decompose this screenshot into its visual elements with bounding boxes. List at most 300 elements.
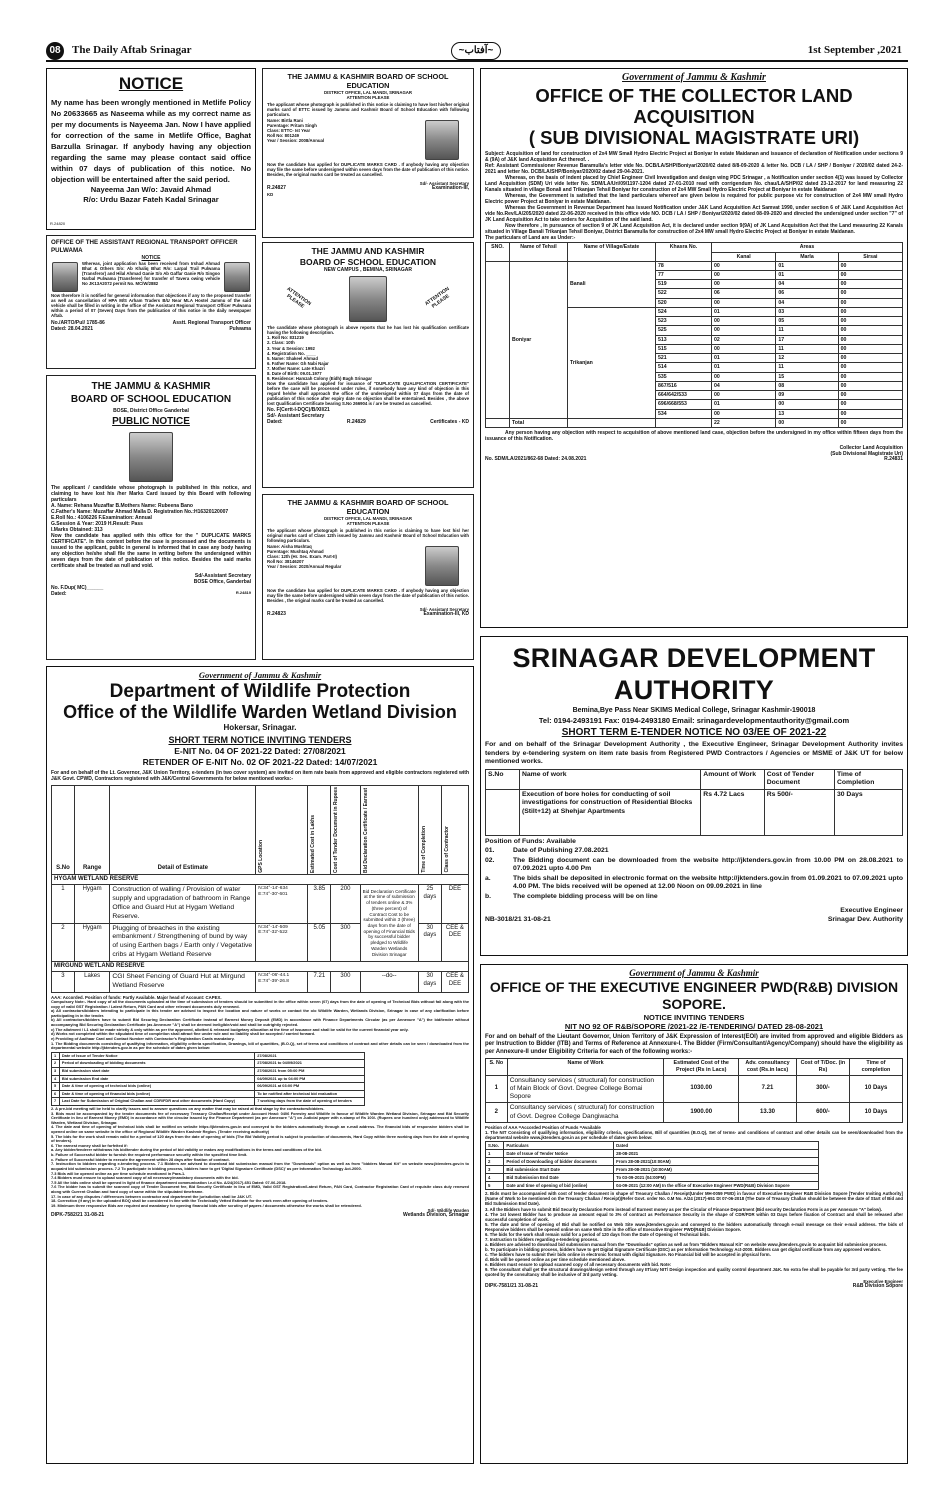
field-line: Class: ETTC- Ist Year <box>267 127 311 133</box>
wild-col-header <box>256 785 308 874</box>
bose2-no: No. F(Certt-I-DQC)/B/XII/21 <box>267 407 330 414</box>
area-cell: 00 <box>712 280 776 289</box>
khasra-cell: 664/642/533 <box>656 391 712 400</box>
area-cell: 04 <box>712 381 776 390</box>
area-cell: 00 <box>838 335 902 344</box>
wild-cell: CEE & DEE <box>441 923 468 961</box>
pwd-cell: 10 Days <box>849 1103 902 1122</box>
field-line: 6. Father Name: Gh Nabi Najar <box>267 360 329 366</box>
tehsil-cell: Boniyar <box>510 261 568 418</box>
pwd-note: 4. The 1st lowest Bidder has to produce an amount equal to 3% of contract as Performance Security in the shape of CDR/FDR within 03 Days before fixation of Contract and shall be released after successful completion of work. <box>485 1211 903 1222</box>
total-value: 22 <box>712 418 776 427</box>
pwd-note: d. Bids will be opened online as per time schedule mentioned above. <box>485 1257 626 1263</box>
area-cell: 00 <box>838 298 902 307</box>
sda-item <box>485 875 903 892</box>
area-cell: 03 <box>776 307 838 316</box>
field-line: Name: Aisha Mushtaq <box>267 543 312 549</box>
cla-p2: Whereas, the Government is satisfied that the land particulars whereof are given below is required for public purpose viz for construction of 2x4 MW small Hydro Electric power Project at Boniyar in estate Maidanan. <box>485 193 903 206</box>
cla-p1: Whereas, on the basis of indent placed by Chief Engineer Civil Investigation and design wing PDC Srinagar , a Notification under section 4(1) was issued by Collector Land Acquisition (SDM) Uri vide letter No. SDM/LA/Uri/09/1197-1204 dated 27-01-2010 read with corrigendum No. chau/LA/SHP/02 dated 23-12-2017 for land measuring 22 Kanals situated in village Bonali and Trikanjan Tehsil Boniyar for construction of 2x4 MW Small Hydro Electric Project at Boniyar in estate Maidanan <box>485 175 903 194</box>
field-line: G.Session & Year: 2019 H.Result: Pass <box>51 520 143 527</box>
wild-cell: 2 <box>52 923 75 961</box>
area-cell: 09 <box>776 391 838 400</box>
notice-address: R/o: Urdu Bazar Fateh Kadal Srinagar <box>83 194 219 204</box>
sda-work-name: Execution of bore holes for conducting of soil investigations for construction of Residential Blocks (Stilt+12) at Shehjar Apartments <box>519 789 700 835</box>
wild-sched-cell: Date & time of opening of technical bids (online) <box>59 1083 254 1091</box>
pwd-cell: 10 Days <box>849 1075 902 1103</box>
notice-title: NOTICE <box>118 74 184 93</box>
pwd-cell: 7.21 <box>739 1075 797 1103</box>
wild-sched-cell: 7 <box>52 1098 60 1106</box>
sda-cell <box>486 789 520 835</box>
th-tehsil: Name of Tehsil <box>510 243 568 261</box>
pwd-note: 5. The date and time of opening of Bid shall be notified on Web Site www.jktenders.gov.in and conveyed to the bidders automatically through e-mail message on their e-mail address. The bids of Responsive bidders shall be opened online on same Web Site in the office of Executive Engineer PWD(R&B) Division Sopore. <box>485 1221 903 1232</box>
wild-col-text: Class of Contractor <box>443 826 450 873</box>
khasra-cell: 515 <box>656 344 712 353</box>
wild-col-header <box>441 785 468 874</box>
pwd-work-name: Consultancy services ( structural) for construction of Main Block of Govt. Degree College Bomai Sopore <box>507 1075 664 1103</box>
pwd-sched-cell: Dated <box>614 1141 819 1149</box>
wild-sched-cell: Date of Issue of Tender Notice <box>59 1052 254 1060</box>
field-line: 8. Date of Birth: 09.01.1977 <box>267 370 322 376</box>
village-cell: Trikanjan <box>568 307 656 418</box>
bose-g-body2: Now the candidate has applied with this office for the " DUPLICATE MARKS CERTIFICATE". In this context before the case is processed and the documents is issued to the applicant, public in general is informed that in case any body having any objection he/she shall file the same in writing before the undersigned within seven days from the date of publication of this notice. Besides the said marks certificate shall be treated as null and void. <box>51 532 251 569</box>
pwd-tender-notice <box>480 964 908 1464</box>
area-cell: 01 <box>712 354 776 363</box>
field-line: A. Name: Rehana Muzaffar B.Mothers Name: Rubeena Bano <box>51 502 193 509</box>
area-cell: 00 <box>838 280 902 289</box>
wild-note: 7. Instruction to bidders regarding e-tendering process. 7.1 Bidders are advised to download bid submission manual from the "Downloads" option as well as from "bidders Manual Kit" on website www.jktenders.gov.in to acquaint bid submission process. 7.2 To participate in bidding process, bidders have to get 'Digital Signature Certificate (DSC)' as per Information Technology Act-2000. <box>51 1161 469 1171</box>
wild-sched-cell: 7 working days from the date of opening of tenders <box>255 1098 364 1106</box>
area-cell: 00 <box>838 381 902 390</box>
bose-g-sig2: BOSE Office, Ganderbal <box>193 578 251 585</box>
wild-no: DIPK-7582/21 31-08-21 <box>51 1212 105 1219</box>
khasra-cell: 513 <box>656 335 712 344</box>
area-cell: 17 <box>776 335 838 344</box>
wild-cell: 30 days <box>418 972 441 993</box>
pwd-sched-cell: 4 <box>486 1174 504 1182</box>
area-cell: 00 <box>712 326 776 335</box>
th-village: Name of Village/Estate <box>568 243 656 261</box>
khasra-cell: 534 <box>656 409 712 418</box>
sda-nit: SHORT TERM E-TENDER NOTICE NO 03/EE OF 2021-22 <box>561 726 827 738</box>
field-line: 2. Class: 10th <box>267 340 295 346</box>
sda-item-text: Date of Publishing 27.08.2021 <box>513 847 609 855</box>
wild-col-header <box>360 785 418 874</box>
cla-p3: Whereas the Government in Revenue Department has issued Notification under J&K Land Acquisition Act Samvat 1990, under section 6 of J&K Land Acquisition Act vide No.Rev/LA/205/2020 dated 22-06-2020 received in this office vide NO. DCB / LA / SHP / Boniyar/2020/02 dated 08-09-2020 and directed the undersigned under section "7" of JK Land Acquisition Act to take orders for Acquisition of the said land. <box>485 205 903 224</box>
wild-sched-cell: Last Date for Submission of Original Challan and CDR/FDR and other documents (Hard Copy) <box>59 1098 254 1106</box>
attention-stamp-left: ATTENTION PLEASE <box>285 286 313 310</box>
area-cell: 00 <box>712 372 776 381</box>
wild-sched-cell: 1 <box>52 1052 60 1060</box>
bose2-sig2: Certificates - KD <box>430 419 469 426</box>
sda-cell: Rs 500/- <box>764 789 834 835</box>
sda-intro: For and on behalf of the Srinagar Development Authority , the Executive Engineer, Srinagar Development Authority invites tenders by e-tendering system on item rate basis from Registered PWD Contractors / Agencies or MSME of J&K UT for below mentioned works. <box>485 741 903 766</box>
cla-foot: Any person having any objection with respect to acquisition of above mentioned land case, objection before the undersigned in my office within fifteen days from the issuance of this Notification. <box>485 429 903 442</box>
th-kanal: Kanal <box>712 252 776 261</box>
field-line: Year / Session: 2020/Annual Regular <box>267 563 342 569</box>
pwd-sched-cell: 28-08-2021 <box>614 1150 819 1158</box>
pwd-sched-cell: Bid Submission End Date <box>504 1174 614 1182</box>
th-marla: Marla <box>776 252 838 261</box>
pwd-note: a. Bidders are advised to download bid submission manual from the "Downloads" option as well as from "Bidders Manual Kit" on website www.jktenders.gov.in to acquaint bid submission process. <box>485 1241 888 1247</box>
sda-address: Bemina,Bye Pass Near SKIMS Medical College, Srinagar Kashmir-190018 <box>572 706 816 714</box>
wild-sched-cell: 06/09/2021 at 03:00 PM <box>255 1083 364 1091</box>
wild-intro: For and on behalf of the Lt. Governor, J&K Union Territory, e-tenders (in two cover system) are invited on item rate basis from approved and eligible contractors registered with J&K Govt. CPWD, Contractors registered with J&K/Central Governments for below mentioned works:- <box>51 769 469 782</box>
total-value: 00 <box>838 418 902 427</box>
pwd-sched-row <box>486 1141 819 1149</box>
bose1-title: THE JAMMU & KASHMIR BOARD OF SCHOOL EDUCATION <box>287 72 449 91</box>
wild-note: 18. Correction (if any) in the uploaded BOQ shall be considered in line with the Technically Vetted Estimate for the work even after opening of tenders. <box>51 1198 329 1204</box>
pwd-sched-cell: 1 <box>486 1150 504 1158</box>
pwd-sched-cell: S.No. <box>486 1141 504 1149</box>
wild-schedule <box>51 1052 365 1106</box>
bose3-ref: R.24823 <box>267 610 286 617</box>
bose1-attention: ATTENTION PLEASE <box>346 95 390 101</box>
sda-sig2: Srinagar Dev. Authority <box>827 915 903 923</box>
wild-cell: Hygam <box>74 923 109 961</box>
pwd-cell: 1030.00 <box>664 1075 739 1103</box>
bose1-kd: KD <box>267 191 274 197</box>
bose2-fields <box>267 335 469 381</box>
area-cell: 15 <box>776 372 838 381</box>
cla-title1: OFFICE OF THE COLLECTOR LAND ACQUISITION <box>535 84 853 127</box>
sda-item-key: 01. <box>485 847 495 855</box>
work-detail: Plugging of breaches in the existing embankment / Strengthening of bund by way of using Earthen bags / Earth only / Vegetative cribs at Hygam Wetland Reserve <box>110 923 256 961</box>
pwd-title: OFFICE OF THE EXECUTIVE ENGINEER PWD(R&B) DIVISION SOPORE. <box>489 979 899 1013</box>
wild-sched-cell: Period of downloading of bidding documents <box>59 1060 254 1068</box>
wild-col-text: Cost of Tender Document in Rupees <box>333 786 340 873</box>
sda-item <box>485 893 903 901</box>
bose3-sig: Sd/- Assistant Secretary <box>419 606 469 612</box>
cla-p4: Now therefore , in pursuance of section 9 of JK Land Acquisition Act, it is declared under section 9(9A) of JK Land Acquisition Act that the Land measuring 22 Kanals situated in Village Banali Trikanjan Tehsil Boniyar, District Baramulla for construction of 2x4 MW small Hydro Electric Project at Boniyar in estate Maidanan. <box>485 223 903 236</box>
field-line: 4. Registration No. ____ <box>267 350 316 356</box>
bose-class12-notice <box>262 494 474 660</box>
bose-g-ref: R.24819 <box>235 589 251 595</box>
pwd-sched-cell: To 03-09-2021 (04:00PM) <box>614 1174 819 1182</box>
rto-date: Dated: 28.04.2021 <box>51 325 93 332</box>
page-header <box>46 42 908 62</box>
area-cell: 01 <box>712 363 776 372</box>
wild-sched-row <box>52 1060 365 1068</box>
bose3-office: DISTRICT OFFICE, LAL MANDI, SRINAGAR <box>323 516 412 522</box>
village-cell: Banali <box>568 261 656 307</box>
wild-cell: N:34°-14'-509 E:74°-32'-522 <box>256 923 308 961</box>
bose2-dated: Dated: <box>267 419 283 426</box>
area-cell: 08 <box>776 381 838 390</box>
field-line: Name: Birtla Rani <box>267 117 303 123</box>
pwd-note: c. The bidders have to submit their bids online in electronic format with digital Signature. No Financial bid will be accepted in physical form. <box>485 1252 771 1258</box>
khasra-cell: 519 <box>656 280 712 289</box>
th-sirsai: Sirsai <box>838 252 902 261</box>
rto-body1: Whereas, joint application has been received from Irshad Ahmad Bhat & Others S/o: Ab Khaliq Bhat R/o: Larpal Trail Pulwama (Transferor) and Hilal Ahmad Ganie S/o Ab Gaffar Ganie R/o Singoo Narbal Pulwama (Transferee) for transfer of Tavera owing vehicle No JK13A2072 permit No. MC/W/2882 <box>82 260 220 286</box>
wild-cell: DEE <box>441 885 468 923</box>
bose2-title1: THE JAMMU AND KASHMIR <box>311 246 425 256</box>
th-sno: SNO. <box>486 243 510 261</box>
wild-cell: 7.21 <box>308 972 331 993</box>
wild-sig2: Wetlands Division, Srinagar <box>402 1212 469 1219</box>
pwd-row <box>486 1103 903 1122</box>
field-line: Roll No: 38146207 <box>267 558 304 564</box>
bose3-attention: ATTENTION PLEASE <box>346 521 390 527</box>
pwd-sched-cell: Date of Issue of Tender Notice <box>504 1150 614 1158</box>
pwd-sched-row <box>486 1182 819 1190</box>
wild-cell: 5.05 <box>308 923 331 961</box>
wild-gov: Government of Jammu & Kashmir <box>198 670 322 680</box>
wild-col-header <box>418 785 441 874</box>
wild-sched-row <box>52 1098 365 1106</box>
sda-col-header: Time of Completion <box>834 769 902 789</box>
pwd-col-header: Time of completion <box>849 1059 902 1076</box>
pwd-note: 7. Instruction to bidders regarding e-tendering process. <box>485 1236 599 1242</box>
pwd-sched-cell: 04-09-2021 (12:00 AM) In the office of Executive Engineer PWD(R&B) Division Sopore <box>614 1182 819 1190</box>
pwd-sched-cell: Period of Downloading of bidder documents <box>504 1158 614 1166</box>
khasra-cell: 867/516 <box>656 381 712 390</box>
cla-gov: Government of Jammu & Kashmir <box>622 72 766 83</box>
pwd-intro: For and on behalf of the Lieutant Governor, Union Territory of J&K Expression of Interest(EOI) are invited from approved and eligible Bidders as per Instruction to Bidder (ITB) and Terms of Reference at Annexure-I. The Bidder (Firm/Consultant/Agency/Company) should have the eligibility as per Annexure-II under Eligibility Criteria for each of the following works:- <box>485 1033 903 1055</box>
area-cell: 00 <box>776 400 838 409</box>
area-cell: 00 <box>712 271 776 280</box>
pwd-row <box>486 1075 903 1103</box>
sda-item-key: a. <box>485 874 491 882</box>
wild-sched-row <box>52 1052 365 1060</box>
field-line: Parentage: Pritam Singh <box>267 122 317 128</box>
khasra-cell: 514 <box>656 363 712 372</box>
wild-note: 7.6 The bidder has to submit the scanned copy of Tender Document fee, Bid Security Certificate in lieu of EMD, Valid GST Registration/Latest Return, PAN Card, Contractor Registration Card of requisite class duly renewed along with Current Challan and hard copy of same within the stipulated timeframe. <box>51 1184 469 1194</box>
pwd-sched-row <box>486 1166 819 1174</box>
bose3-photo <box>425 546 459 586</box>
sda-item-key: b. <box>485 892 492 900</box>
sno-cell <box>486 261 510 418</box>
notice-ref: R.24820 <box>50 221 66 227</box>
sda-col-header: Name of work <box>519 769 700 789</box>
sda-pos: Position of Funds: Available <box>485 837 576 845</box>
pwd-sig2: R&B Division Sopore <box>852 1283 903 1290</box>
wild-cell: N:34°-14'-634 E:74°-30'-601 <box>256 885 308 923</box>
transferor-photo <box>52 262 78 292</box>
wild-sched-cell: 27/08/2021 <box>255 1052 364 1060</box>
field-line: E.Roll No.: 4106226 F.Examination: Annual <box>51 514 152 521</box>
wild-note: 5. The bids for the work shall remain valid for a period of 120 days from the date of opening of bids (The Bid Validity period is subject to production of documents, Hard Copy within three working days from the date of opening of tenders). <box>51 1133 469 1144</box>
notice-body: My name has been wrongly mentioned in Metlife Policy No 20633665 as Naseema while as my correct name as per my documents is Nayeema Jan. Now I have applied for correction of the same in Metlife Office, Baghat Barzulla Srinagar. If anybody having any objection regarding the same may please contact said office within 07 days of publication of this notice. No objection will be entertained after the said period. <box>51 98 251 185</box>
pwd-no: DIPK-7581/21 31-08-21 <box>485 1283 539 1290</box>
wild-sched-cell: Bid submission start date <box>59 1067 254 1075</box>
area-cell: 00 <box>838 326 902 335</box>
bose-g-dated: Dated: <box>51 590 67 597</box>
sda-contact: Tel: 0194-2493191 Fax: 0194-2493180 Email: srinagardevelopmentauthority@gmail.com <box>538 715 850 725</box>
sda-cell: Rs 4.72 Lacs <box>701 789 764 835</box>
pwd-col-header: Estimated Cost of the Project (Rs in Lacs) <box>664 1059 739 1076</box>
area-cell: 00 <box>838 261 902 270</box>
pwd-nit-label: NOTICE INVITING TENDERS <box>643 1012 745 1022</box>
wild-sched-cell: Bid submission End date <box>59 1075 254 1083</box>
bose-g-office: BOSE, District Office Ganderbal <box>113 408 189 414</box>
wild-cell: CEE & DEE <box>441 972 468 993</box>
work-detail: CGI Sheet Fencing of Guard Hut at Mirgund Wetland Reserve <box>110 972 256 993</box>
khasra-cell: 524 <box>656 307 712 316</box>
khasra-cell: 525 <box>656 326 712 335</box>
sda-cell: 30 Days <box>834 789 902 835</box>
bose1-sig2: Examination-III, <box>432 184 469 191</box>
cla-particulars: The particulars of Land are as Under:- <box>485 235 576 242</box>
wild-sched-cell: 4 <box>52 1075 60 1083</box>
pwd-nit-no: NIT NO 92 OF R&B/SOPORE /2021-22 /E-TENDERING/ DATED 28-08-2021 <box>564 1022 824 1032</box>
field-line: 3. Year & Session: 1992 <box>267 345 315 351</box>
pwd-pos: Position of AAA =Accorded Position of Funds =Available <box>485 1124 601 1130</box>
pwd-cell: 2 <box>486 1103 508 1122</box>
area-cell: 00 <box>712 261 776 270</box>
wild-sched-cell: 27/08/2021 from 05:00 PM <box>255 1067 364 1075</box>
total-label: Total <box>510 418 568 427</box>
area-cell: 00 <box>838 363 902 372</box>
bose-ettc-notice <box>262 68 474 238</box>
area-cell: 00 <box>712 344 776 353</box>
khasra-cell: 696/668/553 <box>656 400 712 409</box>
khasra-cell: 520 <box>656 298 712 307</box>
wild-col-text: Time of Completion <box>420 826 427 873</box>
pwd-sched-cell: Date and time of opening of bid (online) <box>504 1182 614 1190</box>
cla-no: No. SDM/LA/2021/862-68 Dated: 24.08.2021 <box>485 455 587 462</box>
area-cell: 11 <box>776 363 838 372</box>
wild-sched-cell: 2 <box>52 1060 60 1068</box>
wild-cell: 25 days <box>418 885 441 923</box>
area-cell: 06 <box>712 289 776 298</box>
sda-items <box>485 847 903 901</box>
cla-ref: Ref: Assistant Commissioner Revenue Baramulla's letter vide No. DCB/LA/SHP/Boniyar/2020/02 dated 8/8-09-2020 & letter No. DCB / LA / SHP / Boniyar / 2020/02 dated 24-2-2021 and letter No. DCB/LA/SHP/Boniyar/2020/02 dated 29-04-2021. <box>485 163 903 176</box>
pwd-note: b. To participate in bidding process, bidders have to get Digital Signature Certificate (DSC) as per Information Technology Act-2000. Bidders can get digital certificate from any approved vendors. <box>485 1247 882 1253</box>
wild-note: 4. The date and time of opening of technical bids shall be notified on website https://jktenders.gov.in and conveyed to the bidders automatically through an e-mail address. The financial bids of responsive bidders shall be opened online on same website in the office of Regional Wildlife Warden Kashmir Region. (Tender receiving authority) <box>51 1124 469 1135</box>
wild-note: 6. The earnest money shall be forfeited if: <box>51 1142 128 1148</box>
bose3-body: The applicant whose photograph is published in this notice is claiming to have lost his/ her original marks card of Class 12th issued by Jammu and Kashmir Board of School Education with following particulars. <box>267 528 469 544</box>
wild-note: 7.5 All the bids online shall be opened in light of finance department communication i.e.d No. A/24(2017)-651 Dated: 07-06-2018. <box>51 1179 287 1185</box>
area-cell: 01 <box>712 400 776 409</box>
area-cell: 01 <box>712 307 776 316</box>
area-cell: 00 <box>838 317 902 326</box>
wild-retender: RETENDER OF E-NIT No. 02 OF 2021-22 Dated: 14/07/2021 <box>142 757 378 768</box>
bose-qualification-notice <box>262 242 474 488</box>
area-cell: 00 <box>712 391 776 400</box>
wild-sched-cell: 27/08/2021 to 04/09/2021 <box>255 1060 364 1068</box>
wild-col-text: Estimated Cost in Lakhs <box>310 814 317 873</box>
cla-sig1: Collector Land Acquisition <box>839 444 903 451</box>
area-cell: 04 <box>776 280 838 289</box>
wild-nit-title: SHORT TERM NOTICE INVITING TENDERS <box>168 735 352 746</box>
bose1-sig: Sd/- Assistant Secretary <box>419 180 469 186</box>
issue-date: 1st September ,2021 <box>807 44 902 57</box>
area-cell: 00 <box>838 354 902 363</box>
sda-col-header: Amount of Work <box>701 769 764 789</box>
area-cell: 02 <box>712 335 776 344</box>
rto-sig: Asstt. Regional Transport Officer <box>172 319 251 326</box>
area-cell: 05 <box>776 317 838 326</box>
sda-tender-notice <box>480 636 908 956</box>
wild-sched-row <box>52 1090 365 1098</box>
rto-place: Pulwama <box>229 325 251 332</box>
bose2-campus: NEW CAMPUS , BEMINA, SRINAGAR <box>323 267 413 274</box>
wild-col-header: Detail of Estimate <box>110 785 256 874</box>
sda-sig1: Executive Engineer <box>840 907 903 915</box>
bose3-title: THE JAMMU & KASHMIR BOARD OF SCHOOL EDUCATION <box>287 498 449 517</box>
wild-note: b) All contractors/bidders have to submit Bid Securing Declaration Certificate instead of Earnest Money Deposit (EMD) in accordance with Finance Departments Circular (as per Annexure "A") the bid/tender without accompanying Bid Securing Declaration Certificate (as Annexure "A") shall be deemed ineligible/void and shall be outrightly rejected. <box>51 1017 469 1028</box>
rto-notice <box>46 235 256 369</box>
bose2-sig: Sd/- Assistant Secretary <box>267 413 325 420</box>
pwd-col-header: Adv. consultancy cost (Rs.in lacs) <box>739 1059 797 1076</box>
pwd-sched-row <box>486 1158 819 1166</box>
bose3-body2: Now the candidate has applied for DUPLICATE MARKS CARD . If anybody having any objection may file the same before undersigned within seven days from the date of publication of this notice. Besides , the original marks card be treated as cancelled. <box>267 587 469 603</box>
pwd-col-header: Name of Work <box>507 1059 664 1076</box>
wild-cell: 300 <box>331 972 360 993</box>
pwd-cell: 1 <box>486 1075 508 1103</box>
wild-note: 2. A pre-bid meeting will be held to clarify issues and to answer questions on any matter that may be raised at that stage by the contractors/bidders. <box>51 1106 325 1111</box>
wild-note: a) All contractors/bidders intending to participate in this tender are advised to inspect the location and nature of works or contact the o/o Wildlife Warden, Wetlands Division, Srinagar in case of any clarification before participating in in the tender. <box>51 1008 469 1018</box>
pwd-cell: 1900.00 <box>664 1103 739 1122</box>
wild-sched-cell: 6 <box>52 1090 60 1098</box>
bose3-sig2: Examination-III, KD <box>423 610 469 617</box>
wild-col-header: S.No <box>52 785 75 874</box>
khasra-cell: 521 <box>656 354 712 363</box>
bose3-fields <box>267 544 415 588</box>
wild-enit: E-NIT No. 04 OF 2021-22 Dated: 27/08/2021 <box>174 746 346 757</box>
pwd-sched-row <box>486 1150 819 1158</box>
bose2-body: The candidate whose photograph is above reports that he has lost his qualification certificate having the following description. <box>267 325 469 336</box>
wild-col-text: Bid Declaration Certificate / Earnest <box>362 787 369 873</box>
pwd-sig1: Executive Engineer <box>863 1279 903 1285</box>
area-cell: 13 <box>776 409 838 418</box>
newspaper-name: The Daily Aftab Srinagar <box>72 44 192 57</box>
wild-note: a. Any bidder/tenderer withdraws his bid/tender during the period of bid validity or makes any modifications in the terms and conditions of the bid. <box>51 1147 322 1153</box>
area-cell: 00 <box>838 391 902 400</box>
area-cell: 00 <box>712 298 776 307</box>
wild-note: 17. In case of any disputes / differences between contractor and department the jurisdiction shall be J&K UT. <box>51 1193 252 1199</box>
sda-col-header: S.No <box>486 769 520 789</box>
field-line: 9. Residence: Hamzah Colony (Eidh) Bagh Srinagar <box>267 375 373 381</box>
pwd-n1: 1. The NIT Consisting of qualifying information, eligibility criteria, specifications, Bill of quantities (B.O.Q), Set of terms- and conditions of contract and other details can be seen/downloaded from the departmental website www.jktenders.gov.in as per schedule of dates given below: <box>485 1129 903 1140</box>
cla-subject: Subject: Acquisition of land for construction of 2x4 MW Small Hydro Electric Project at Boniyar In estate Maidanan and issuance of declaration of Notification under sections 9 & (9A) of J&K land Acquisition Act thereof. . <box>485 151 903 164</box>
rto-title: OFFICE OF THE ASSISTANT REGIONAL TRANSPORT OFFICER PULWAMA <box>51 239 238 254</box>
pwd-note: 6. The bids for the work shall remain valid for a period of 120 days from the Date of Opening of Technical bids. <box>485 1231 710 1237</box>
area-cell: 00 <box>838 307 902 316</box>
area-cell: 06 <box>776 289 838 298</box>
wild-cell: 30 days <box>418 923 441 961</box>
area-cell: 11 <box>776 344 838 353</box>
area-cell: 00 <box>838 409 902 418</box>
transferee-photo <box>224 262 250 292</box>
bose2-ref: R.24829 <box>346 419 366 426</box>
pwd-col-header: Cost of T/Doc. (in Rs) <box>796 1059 849 1076</box>
pwd-schedule <box>485 1141 819 1190</box>
pwd-notes <box>485 1191 903 1277</box>
wild-sched-row <box>52 1075 365 1083</box>
rto-no: No./ARTO/Pul/ 1785-86 <box>51 319 105 326</box>
land-row <box>486 261 903 270</box>
land-table <box>485 242 903 428</box>
area-cell: 00 <box>838 271 902 280</box>
area-cell: 00 <box>838 400 902 409</box>
notice-signatory: Nayeema Jan W/o: Javaid Ahmad <box>90 185 212 195</box>
wild-cell: 3.85 <box>308 885 331 923</box>
rto-sub: NOTICE <box>141 254 161 261</box>
field-line: Roll No: 801249 <box>267 132 300 138</box>
wild-sched-row <box>52 1083 365 1091</box>
area-cell: 01 <box>776 261 838 270</box>
name-correction-notice <box>46 68 256 230</box>
pwd-sched-row <box>486 1174 819 1182</box>
wild-note: 1. The Bidding documents consisting of qualifying information, eligibility criteria specification, Drawings, bill of quantities, (B.O.Q), set of terms and conditions of contract and other details can be seen / downloaded from the departmental website http://jktenders.gov.in as per the schedule of dates given below: <box>51 1040 469 1051</box>
pwd-gov: Government of Jammu & Kashmir <box>629 968 759 978</box>
cla-rno: R.24831 <box>884 455 903 462</box>
wild-note: b. Failure of Successful bidder to furnish the required performance security within the specified time limit. <box>51 1152 248 1158</box>
bose-g-body: The applicant / candidate whose photograph is published in this notice, and claiming to have lost his /her Marks Card issued by this Board with following particulars <box>51 484 251 503</box>
wild-works-table <box>51 785 469 993</box>
